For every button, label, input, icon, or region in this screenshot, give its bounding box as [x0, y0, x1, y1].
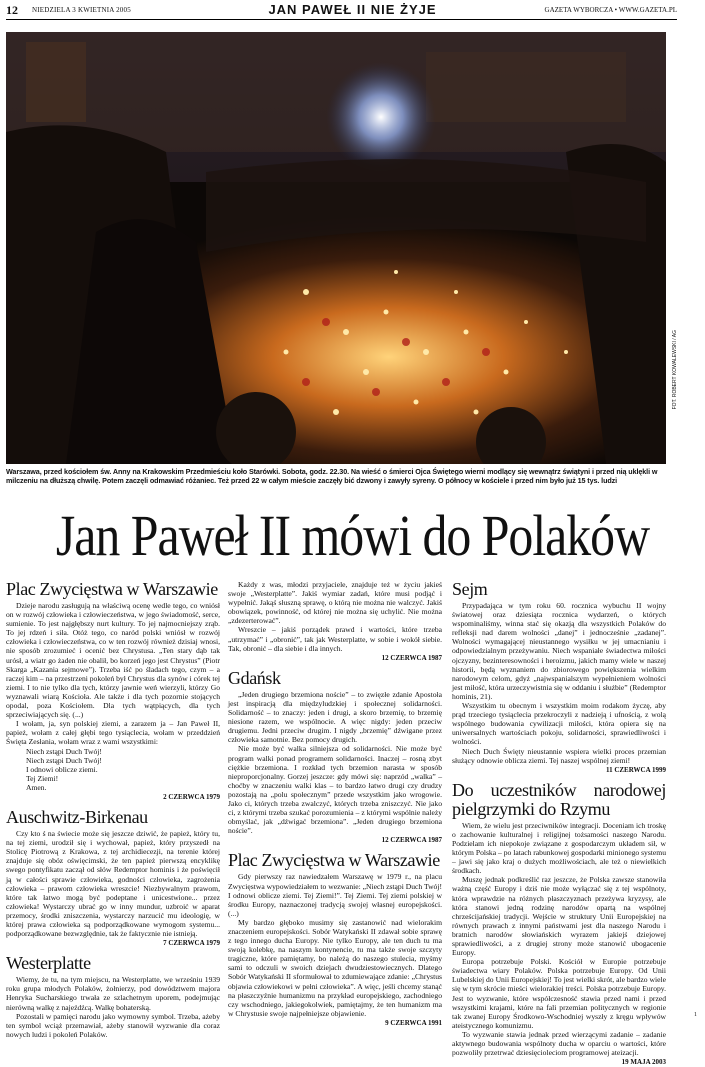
- article-title: Auschwitz-Birkenau: [6, 807, 148, 828]
- publication-name: GAZETA WYBORCZA • WWW.GAZETA.PL: [544, 6, 677, 14]
- paragraph: I wołam, ja, syn polskiej ziemi, a zarazem ja – Jan Paweł II, papież, wołam z całej głębi tego tysiąclecia, wołam w przeddzień Święta Zesłania, wołam wraz z wami wszystkimi:: [6, 719, 220, 747]
- paragraph: Przypadająca w tym roku 60. rocznica wybuchu II wojny światowej oraz dziesiąta rocznica wydarzeń, o których wspominaliśmy, winna stać się okazją dla wszystkich Polaków do refleksji nad darem wolności „danej” i jednocześnie „zadanej”. Wolności wymagającej nieustannego wysiłku w jej umacnianiu i odpowiedzialnym przeżywaniu. Niech wspaniałe świadectwa miłości ojczyzny, bezinteresowności i heroizmu, jakich mamy wiele w naszej historii, będą wyznaniem do zbiorowego powiększenia wielkim narodowym celom, gdyż „najwspanialszym wypełnieniem wolności jest miłość, która urzeczywistnia się w oddaniu i służbie” (Redemptor hominis, 21).: [452, 601, 666, 701]
- article-date: 9 CZERWCA 1991: [385, 1018, 442, 1027]
- paragraph: Gdy pierwszy raz nawiedzałem Warszawę w 1979 r., na placu Zwycięstwa wypowiedziałem to wezwanie: „Niech zstąpi Duch Twój! I odnowi oblicze ziemi. Tej Ziemi!”. Tej Ziemi. Tej ziemi polskiej w środku Europy, naznaczonej tradycją swojej własnej europejskości. (...): [228, 872, 442, 918]
- paragraph: Nie może być walka silniejsza od solidarności. Nie może być program walki ponad programem solidarności. Inaczej – rosną zbyt ciężkie brzemiona. I rozkład tych brzemion narasta w sposób nieproporcjonalny. Gorzej jeszcze: gdy mówi się: naprzód „walka” – choćby w znaczeniu walki klas – to bardzo łatwo drugi czy drudzy pozostają na „polu społecznym” przede wszystkim jako wrogowie. Jako ci, których trzeba zwalczyć, których trzeba zniszczyć. Nie jako ci, z którymi trzeba szukać porozumienia – z którymi wspólnie należy obmyślać, jak „dźwigać brzemiona”. „Jeden drugiego brzemiona noście”.: [228, 744, 442, 836]
- photo-caption: Warszawa, przed kościołem św. Anny na Krakowskim Przedmieściu koło Starówki. Sobota, godz. 22.30. Na wieść o śmierci Ojca Świętego wierni modlący się wewnątrz świątyni i przed nią uklękli w milczeniu na dłuższą chwilę. Potem zaczęli odmawiać różaniec. Też przed 22 w całym mieście zaczęły bić dzwony i zawyły syreny. O północy w kościele i przed nim było już 15 tys. ludzi: [6, 467, 658, 485]
- article-date: 12 CZERWCA 1987: [381, 836, 442, 845]
- paragraph: Czy kto ś na świecie może się jeszcze dziwić, że papież, który tu, na tej ziemi, urodził się i wychował, papież, który przyszedł na Stolicę Piotrową z Krakowa, z tej archidiecezji, na terenie której znajduje się obóz oświęcimski, że ten papież pierwszą encyklikę swego pontyfikatu zaczął od słów Redemptor hominis i że poświęcił ją w całości sprawie człowieka, godności człowieka, zagrożenia człowieka – prawom człowieka wreszcie! Niezbywalnym prawom, które tak łatwo mogą być podeptane i unicestwione... przez człowieka! Wystarczy ubrać go w inny mundur, uzbroić w aparat przemocy, środki zniszczenia, wystarczy narzucić mu ideologię, w której prawa człowieka są podporządkowane wymogom systemu... podporządkowane bezwzględnie, tak że faktycznie nie istnieją.: [6, 829, 220, 939]
- article-date: 2 CZERWCA 1979: [163, 792, 220, 801]
- column-2: [228, 580, 442, 1028]
- paragraph: „Jeden drugiego brzemiona noście” – to zwięzłe zdanie Apostoła jest inspiracją dla międzyludzkiej i społecznej solidarności. Solidarność – to znaczy: jeden i drugi, a skoro brzemię, to brzemię niesione razem, we wspólnocie. A więc nigdy: jeden przeciw drugiemu. Jedni przeciw drugim. I nigdy „brzemię” dźwigane przez człowieka samotnie. Bez pomocy drugich.: [228, 689, 442, 745]
- article-date: 11 CZERWCA 1999: [605, 765, 666, 774]
- paragraph: Europa potrzebuje Polski. Kościół w Europie potrzebuje świadectwa wiary Polaków. Polska potrzebuje Europy. Od Unii Lubelskiej do Unii Europejskiej! To jest wielki skrót, ale bardzo wiele się w tym skrócie mieści wielorakiej treści. Polska potrzebuje Europy. Jest to wyzwanie, które współczesność stawia przed nami i przed wszystkimi krajami, które na fali przemian politycznych w regionie tak zwanej Europy Środkowo-Wschodniej wyszły z kręgu wpływów ateistycznego komunizmu.: [452, 957, 666, 1030]
- verse-line: Niech zstąpi Duch Twój!: [26, 755, 102, 765]
- article-title: Westerplatte: [6, 953, 91, 974]
- main-headline: Jan Paweł II mówi do Polaków: [55, 503, 650, 568]
- paragraph: Wiem, że wielu jest przeciwników integracji. Doceniam ich troskę o zachowanie kulturalnej i religijnej tożsamości naszego Narodu. Podzielam ich niepokoje związane z gospodarczym układem sił, w którym Polska – po latach rabunkowej gospodarki minionego systemu – jawi się jako kraj o dużych możliwościach, ale też o niewielkich środkach.: [452, 820, 666, 876]
- article-date: 19 MAJA 2003: [621, 1058, 666, 1067]
- article-title: Do uczestników narodowej pielgrzymki do Rzymu: [452, 779, 666, 819]
- verse-line: Amen.: [26, 782, 47, 792]
- page-number: 12: [6, 3, 18, 17]
- paragraph: Muszę jednak podkreślić raz jeszcze, że Polska zawsze stanowiła ważną część Europy i dziś nie może wyłączać się z tej wspólnoty, która wprawdzie na różnych płaszczyznach przeżywa kryzysy, ale która stanowi jedną rodzinę narodów opartą na wspólnej chrześcijańskiej tradycji. Wejście w struktury Unii Europejskiej na równych prawach z innymi państwami jest dla naszego Narodu i bratnich narodów słowiańskich wyrazem jakiejś dziejowej sprawiedliwości, a z drugiej strony może stanowić ubogacenie Europy.: [452, 875, 666, 958]
- column-3: [452, 580, 666, 1067]
- article-date: 12 CZERWCA 1987: [381, 653, 442, 662]
- column-1: [6, 580, 220, 1039]
- verse-line: I odnowi oblicze ziemi.: [26, 764, 98, 774]
- paragraph: Niech Duch Święty nieustannie wspiera wielki proces przemian służący odnowie oblicza ziemi. Tej naszej wspólnej ziemi!: [452, 746, 666, 765]
- news-photo: [6, 32, 666, 464]
- photo-credit: FOT. ROBERT KOWALEWSKI / AG: [672, 330, 678, 410]
- paragraph: Dzieje narodu zasługują na właściwą ocenę wedle tego, co wniósł on w rozwój człowieka i człowieczeństwa, w jego świadomość, serce, sumienie. To jest najgłębszy nurt kultury. To jej najmocniejszy zrąb. To jej rdzeń i siła. Otóż tego, co naród polski wniósł w rozwój człowieka i człowieczeństwa, co w ten rozwój również dzisiaj wnosi, nie sposób zrozumieć i ocenić bez Chrystusa. „Ten stary dąb tak urósł, a wiatr go żaden nie obalił, bo korzeń jego jest Chrystus” (Piotr Skarga „Kazania sejmowe”). Trzeba iść po śladach tego, czym – a raczej kim – na przestrzeni pokoleń był Chrystus dla synów i córek tej ziemi. I to nie tylko dla tych, którzy jawnie weń wierzyli, którzy Go wyznawali wiarą Kościoła. Ale także i dla tych pozornie stojących opodal, poza Kościołem. Dla tych wątpiących, dla tych sprzeciwiających się. (...): [6, 601, 220, 720]
- paragraph: Wreszcie – jakiś porządek prawd i wartości, które trzeba „utrzymać” i „obronić”, tak jak Westerplatte, w sobie i wokół siebie. Tak, obronić – dla siebie i dla innych.: [228, 625, 442, 653]
- issue-date: NIEDZIELA 3 KWIETNIA 2005: [32, 6, 131, 14]
- paragraph: Wiemy, że tu, na tym miejscu, na Westerplatte, we wrześniu 1939 roku grupa młodych Polaków, żołnierzy, pod dowództwem majora Henryka Sucharskiego trwała ze szlachetnym uporem, podejmując nierówną walkę z najeźdźcą. Walkę bohaterską.: [6, 975, 220, 1012]
- paragraph: My bardzo głęboko musimy się zastanowić nad wielorakim znaczeniem europejskości. Sobór Watykański II zdawał sobie sprawę z tego innego ducha Europy. Nie tylko Europy, ale ten duch tu ma swoją kolebkę, na naszym kontynencie, tu ma także swoje szczyty tragiczne, które pamiętamy, bo należą do naszego stulecia, myśmy sami to odczuli w swoich dziejach dwudziestowiecznych. Dlatego Sobór Watykański II sformułował to zdumiewające zdanie: „Chrystus objawia człowiekowi w pełni człowieka”. A więc, jeśli chcemy stanąć na płaszczyźnie humanizmu na przykład europejskiego, zachodniego czy wschodniego, jakiegokolwiek, pamiętajmy, że ten humanizm ma w Chrystusie swoje najpełniejsze objawienie.: [228, 917, 442, 1018]
- paragraph: Wszystkim tu obecnym i wszystkim moim rodakom życzę, aby prąd trzeciego tysiąclecia przekroczyli z nadzieją i ufnością, z wolą wspólnego budowania cywilizacji miłości, która opiera się na uniwersalnych wartościach pokoju, solidarności, sprawiedliwości i wolności.: [452, 701, 666, 747]
- verse-line: Niech zstąpi Duch Twój!: [26, 746, 102, 756]
- paragraph: To wyzwanie stawia jednak przed wierzącymi zadanie – zadanie aktywnego budowania wspólnoty ducha w oparciu o wartości, które pozwoliły przetrwać dziesięcioleciom programowej ateizacji.: [452, 1029, 666, 1058]
- section-title: JAN PAWEŁ II NIE ŻYJE: [268, 2, 437, 17]
- paragraph: Pozostali w pamięci narodu jako wymowny symbol. Trzeba, ażeby ten symbol wciąż przemawiał, ażeby stanowił wyzwanie dla coraz nowych ludzi i pokoleń Polaków.: [6, 1011, 220, 1039]
- page-corner-number: 1: [694, 1012, 697, 1018]
- article-title: Sejm: [452, 579, 488, 599]
- paragraph: Każdy z was, młodzi przyjaciele, znajduje też w życiu jakieś swoje „Westerplatte”. Jakiś wymiar zadań, które musi podjąć i wypełnić. Jakąś słuszną sprawę, o którą nie można nie walczyć. Jakiś obowiązek, powinność, od której nie można się uchylić. Nie można „zdezerterować”.: [228, 580, 442, 626]
- article-title: Plac Zwycięstwa w Warszawie: [6, 579, 218, 599]
- article-title: Plac Zwycięstwa w Warszawie: [228, 850, 440, 871]
- article-title: Gdańsk: [228, 667, 281, 688]
- article-date: 7 CZERWCA 1979: [163, 939, 220, 948]
- verse-line: Tej Ziemi!: [26, 773, 59, 783]
- header-rule: [6, 19, 677, 20]
